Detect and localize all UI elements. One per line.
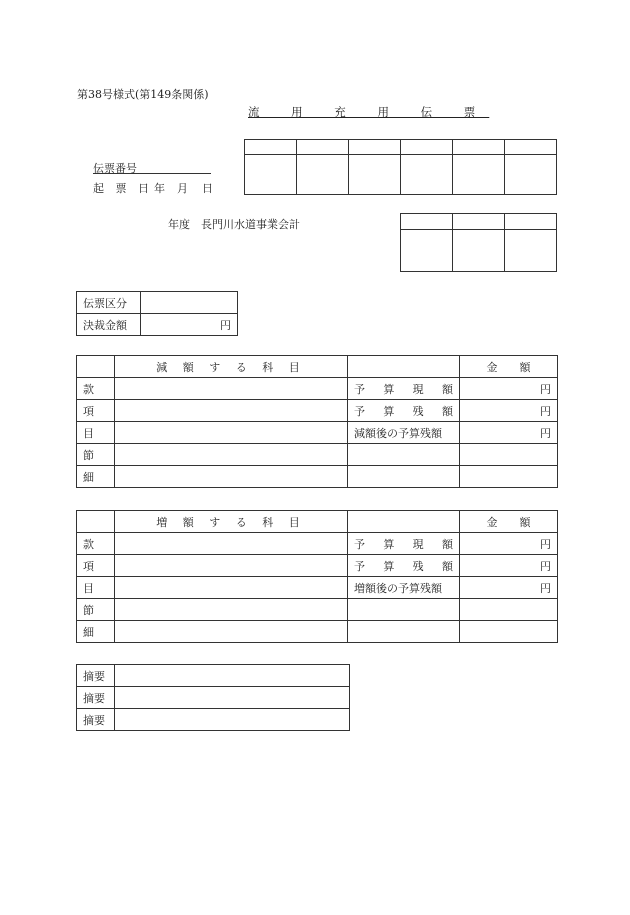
amount-cell[interactable]: 円 [460,577,558,599]
row-label: 項 [77,555,115,577]
date-month-label: 月 [177,182,188,195]
amount-cell[interactable]: 円 [460,400,558,422]
budget-item-label: 予 算 残 額 [348,555,460,577]
subject-cell[interactable] [115,444,348,466]
row-label: 目 [77,422,115,444]
stamp-cell[interactable] [349,155,401,195]
summary-table [76,664,350,731]
subject-cell[interactable] [115,555,348,577]
stamp-header-cell [245,140,297,155]
stamp-cell[interactable] [401,230,453,272]
issue-date [93,180,213,194]
row-label: 項 [77,400,115,422]
table-row [77,292,238,314]
decrease-subject-table [76,355,558,488]
approval-stamp-grid [244,139,557,195]
stamp-header-cell [401,140,453,155]
summary-label: 摘要 [77,687,115,709]
amount-cell[interactable]: 円 [460,422,558,444]
row-label: 節 [77,444,115,466]
stamp-header-cell [349,140,401,155]
table-row [77,444,558,466]
header-blank-cell [77,356,115,378]
voucher-number-field[interactable] [93,160,211,174]
table-row [77,533,558,555]
subject-cell[interactable] [115,599,348,621]
subject-cell[interactable] [115,621,348,643]
amount-cell[interactable]: 円 [460,378,558,400]
voucher-type-value[interactable] [141,292,238,314]
summary-field[interactable] [115,665,350,687]
table-row [77,466,558,488]
subject-cell[interactable] [115,533,348,555]
budget-item-label [348,466,460,488]
amount-cell[interactable]: 円 [460,533,558,555]
amount-cell[interactable] [460,444,558,466]
row-label: 款 [77,533,115,555]
increase-subject-header: 増 額 す る 科 目 [115,511,348,533]
budget-item-label: 予 算 現 額 [348,533,460,555]
budget-item-label [348,599,460,621]
budget-item-label: 減額後の予算残額 [348,422,460,444]
stamp-cell[interactable] [453,155,505,195]
table-row [77,665,350,687]
table-row [77,621,558,643]
stamp-header-cell [453,214,505,230]
subject-cell[interactable] [115,422,348,444]
row-label: 節 [77,599,115,621]
budget-item-label: 予 算 現 額 [348,378,460,400]
budget-item-label: 予 算 残 額 [348,400,460,422]
summary-field[interactable] [115,709,350,731]
budget-item-label [348,621,460,643]
decrease-subject-header: 減 額 す る 科 目 [115,356,348,378]
table-row [77,577,558,599]
row-label: 款 [77,378,115,400]
table-row [77,555,558,577]
subject-cell[interactable] [115,577,348,599]
stamp-header-cell [297,140,349,155]
row-label: 細 [77,466,115,488]
increase-subject-table [76,510,558,643]
stamp-cell[interactable] [297,155,349,195]
amount-cell[interactable] [460,621,558,643]
amount-cell[interactable]: 円 [460,555,558,577]
subject-cell[interactable] [115,378,348,400]
stamp-header-cell [505,214,557,230]
page-title: 流 用 充 用 伝 票 [248,105,490,119]
subject-cell[interactable] [115,466,348,488]
amount-cell[interactable] [460,466,558,488]
table-header-row [77,511,558,533]
row-label: 目 [77,577,115,599]
date-label: 起 票 日 [93,182,153,195]
stamp-cell[interactable] [505,155,557,195]
summary-label: 摘要 [77,709,115,731]
subject-cell[interactable] [115,400,348,422]
date-day-label: 日 [202,182,213,195]
date-year-label: 年 [154,182,165,195]
table-header-row [77,356,558,378]
stamp-cell[interactable] [245,155,297,195]
stamp-header-cell [401,214,453,230]
amount-header: 金 額 [460,356,558,378]
table-row [77,378,558,400]
summary-label: 摘要 [77,665,115,687]
stamp-header-cell [453,140,505,155]
budget-item-label: 増額後の予算残額 [348,577,460,599]
header-blank-cell [348,356,460,378]
stamp-cell[interactable] [401,155,453,195]
header-blank-cell [348,511,460,533]
approved-amount-value[interactable]: 円 [141,314,238,336]
budget-item-label [348,444,460,466]
voucher-number-label: 伝票番号 [93,162,137,175]
header-blank-cell [77,511,115,533]
row-label: 細 [77,621,115,643]
secondary-stamp-grid [400,213,557,272]
voucher-type-label: 伝票区分 [77,292,141,314]
stamp-header-cell [505,140,557,155]
table-row [77,400,558,422]
table-row [77,422,558,444]
form-number: 第38号様式(第149条関係) [77,88,209,101]
info-table [76,291,238,336]
table-row [77,599,558,621]
stamp-cell[interactable] [505,230,557,272]
fiscal-year-line: 年度 長門川水道事業会計 [168,218,300,231]
table-row [77,687,350,709]
amount-header: 金 額 [460,511,558,533]
amount-cell[interactable] [460,599,558,621]
table-row [77,709,350,731]
summary-field[interactable] [115,687,350,709]
table-row [77,314,238,336]
stamp-cell[interactable] [453,230,505,272]
approved-amount-label: 決裁金額 [77,314,141,336]
